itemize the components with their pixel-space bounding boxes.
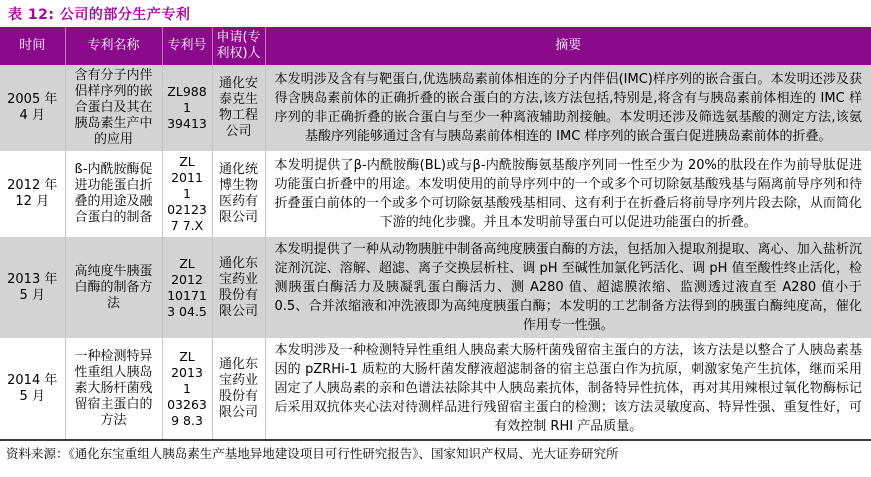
patent-row [0, 151, 871, 237]
cell-time: 2013 年 5 月 [7, 271, 58, 303]
header-cell-name: 专利名称 [65, 27, 162, 65]
cell-applicant: 通化东宝药业股份有限公司 [212, 237, 265, 338]
cell-patent-name: 含有分子内伴侣样序列的嵌合蛋白及其在胰岛素生产中的应用 [65, 65, 162, 151]
header-cell-abstract: 摘要 [265, 27, 871, 65]
cell-abstract: 本发明提供了一种从动物胰脏中制备高纯度胰蛋白酶的方法，包括加入提取剂提取、离心、加入盐析沉淀剂沉淀、溶解、超滤、离子交换层析柱、调 pH 至碱性加氯化钙活化、调 pH 值至酸性终止活化，检测胰蛋白酶活力及胰凝乳蛋白酶活力、测 A280 值、超滤膜浓缩、监测透过液直至 A280 值小于 0.5、合并浓缩液和冲洗液即为高纯度胰蛋白酶；本发明的工艺制备方法得到的胰蛋白酶纯度高，催化作用专一性强。 [265, 237, 871, 338]
header-cell-number: 专利号 [162, 27, 212, 65]
cell-patent-number: ZL 2013 1 032639 8.3 [162, 338, 212, 440]
header-cell-time: 时间 [0, 27, 65, 65]
cell-abstract: 本发明涉及含有与靶蛋白,优选胰岛素前体相连的分子内伴侣(IMC)样序列的嵌合蛋白。本发明还涉及获得含胰岛素前体的正确折叠的嵌合蛋白的方法,该方法包括,特别是,将含有与胰岛素前体相连的 IMC 样序列的非正确折叠的嵌合蛋白与至少一种离液辅助剂接触。本发明还涉及筛选氨基酸的测定方法,该氨基酸序列能够通过含有与胰岛素前体相连的 IMC 样序列的嵌合蛋白促进胰岛素前体的折叠。 [265, 65, 871, 151]
patent-row [0, 237, 871, 338]
cell-patent-number: ZL 2011 1 021237 7.X [162, 151, 212, 237]
cell-patent-name: ß-内酰胺酶促进功能蛋白折叠的用途及融合蛋白的制备 [65, 151, 162, 237]
cell-applicant: 通化安泰克生物工程公司 [212, 65, 265, 151]
cell-abstract: 本发明涉及一种检测特异性重组人胰岛素大肠杆菌残留宿主蛋白的方法，该方法是以整合了人胰岛素基因的 pZRHi-1 质粒的大肠杆菌发酵液超滤制备的宿主总蛋白作为抗原，刺激家兔产生抗体，继而采用固定了人胰岛素的亲和色谱法祛除其中人胰岛素抗体，制备特异性抗体，再对其用辣根过氧化物酶标记后采用双抗体夹心法对待测样品进行残留宿主蛋白的检测；该方法灵敏度高、特异性强、重复性好，可有效控制 RHI 产品质量。 [265, 338, 871, 440]
cell-abstract: 本发明提供了β-内酰胺酶(BL)或与β-内酰胺酶氨基酸序列同一性至少为 20%的肽段在作为前导肽促进功能蛋白折叠中的用途。本发明使用的前导序列中的一个或多个可切除氨基酸残基与隔离前导序列和待折叠蛋白前体的一个或多个可切除氨基酸残基相同、这有利于在折叠后将前导序列片段去除，从而简化下游的纯化步骤。并且本发明前导蛋白可以促进功能蛋白的折叠。 [265, 151, 871, 237]
cell-patent-number: ZL 2012 101713 04.5 [162, 237, 212, 338]
cell-patent-name: 一种检测特异性重组人胰岛素大肠杆菌残留宿主蛋白的方法 [65, 338, 162, 440]
patent-row [0, 65, 871, 151]
cell-time: 2005 年 4 月 [7, 92, 58, 123]
source-note: 资料来源：《通化东宝重组人胰岛素生产基地异地建设项目可行性研究报告》、国家知识产权局、光大证券研究所 [6, 446, 619, 461]
patent-table [0, 27, 871, 441]
cell-patent-name: 高纯度牛胰蛋白酶的制备方法 [65, 237, 162, 338]
cell-applicant: 通化统博生物医药有限公司 [212, 151, 265, 237]
patent-row [0, 338, 871, 440]
header-cell-applicant: 申请(专利权)人 [212, 27, 265, 65]
cell-applicant: 通化东宝药业股份有限公司 [212, 338, 265, 440]
cell-patent-number: ZL9881 39413 [162, 65, 212, 151]
cell-time: 2012 年 12 月 [7, 178, 58, 209]
table-title: 表 12: 公司的部分生产专利 [8, 7, 191, 23]
table-header [0, 27, 871, 65]
cell-time: 2014 年 5 月 [7, 372, 58, 404]
